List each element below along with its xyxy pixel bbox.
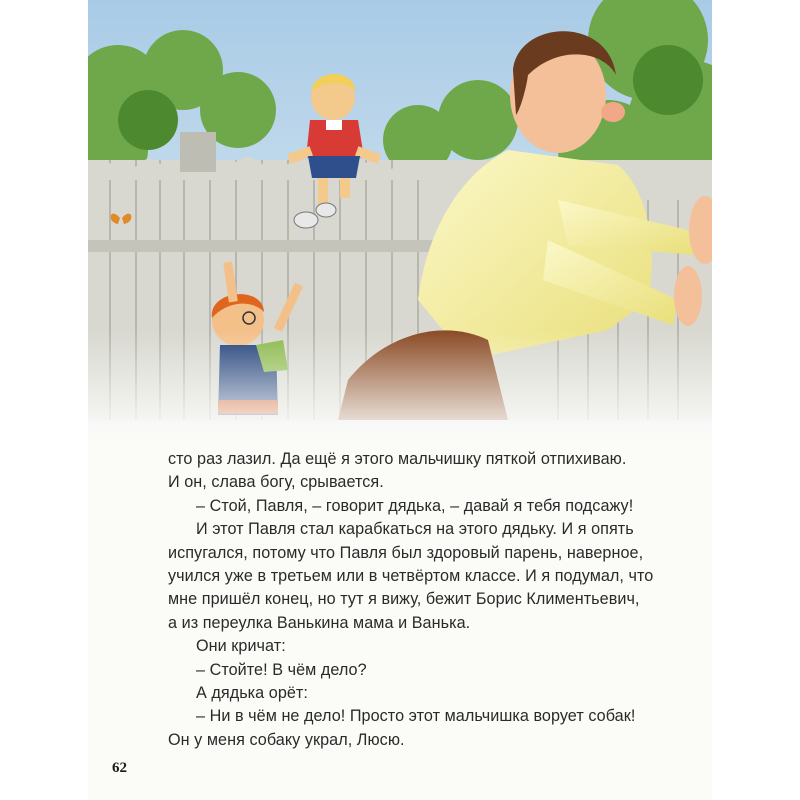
text-line: И этот Павля стал карабкаться на этого дядьку. И я опять	[196, 520, 634, 539]
text-line: сто раз лазил. Да ещё я этого мальчишку пяткой отпихиваю.	[168, 450, 627, 468]
story-illustration	[88, 0, 712, 440]
text-line: И он, слава богу, срывается.	[168, 473, 384, 492]
story-text	[168, 448, 708, 752]
text-line: – Стойте! В чём дело?	[196, 660, 367, 679]
text-line: – Стой, Павля, – говорит дядька, – давай я тебя подсажу!	[196, 496, 634, 515]
text-line: мне пришёл конец, но тут я вижу, бежит Борис Климентьевич,	[168, 590, 640, 609]
text-line: учился уже в третьем или в четвёртом классе. И я подумал, что	[168, 567, 654, 586]
text-line: Они кричат:	[196, 637, 286, 656]
page-number: 62	[112, 760, 127, 776]
text-line: А дядька орёт:	[196, 684, 308, 703]
text-line: Он у меня собаку украл, Люсю.	[168, 730, 405, 749]
text-line: – Ни в чём не дело! Просто этот мальчишка ворует собак!	[196, 707, 636, 726]
text-line: а из переулка Ванькина мама и Ванька.	[168, 613, 471, 632]
text-line: испугался, потому что Павля был здоровый парень, наверное,	[168, 543, 644, 562]
